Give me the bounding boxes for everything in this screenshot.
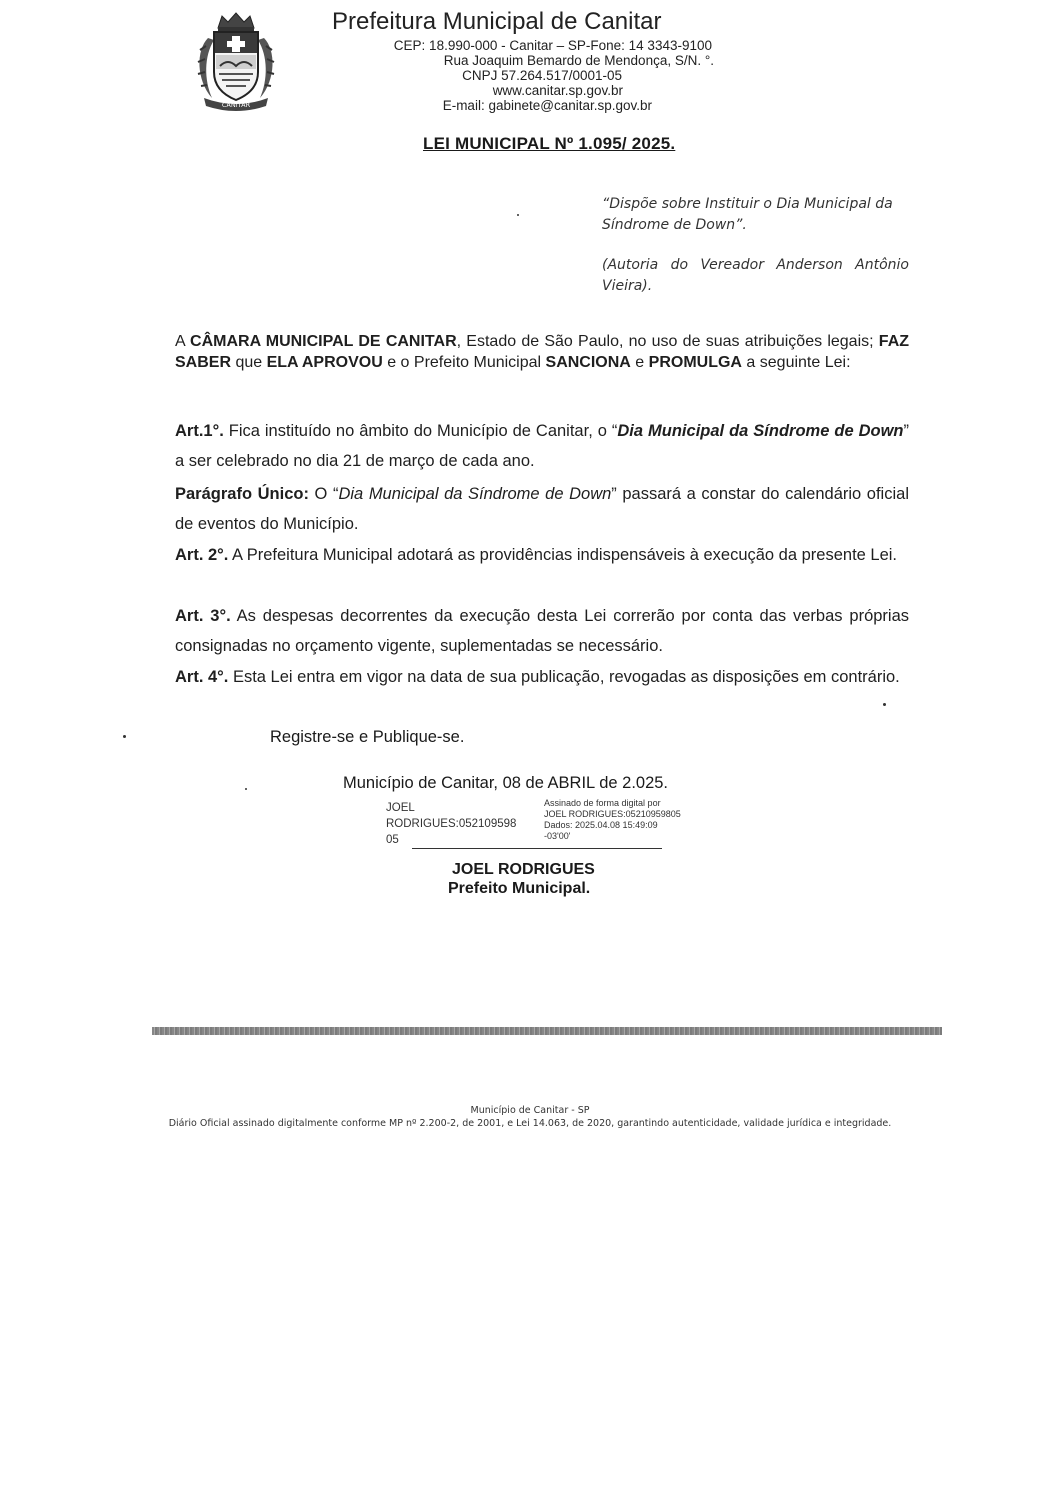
- scan-speck: [123, 735, 126, 738]
- sole-paragraph: Parágrafo Único: O “Dia Municipal da Síndrome de Down” passará a constar do calendário oficial de eventos do Município.: [175, 485, 909, 533]
- article-2-label: Art. 2°.: [175, 546, 229, 564]
- law-ementa: “Dispõe sobre Instituir o Dia Municipal da Síndrome de Down”.: [602, 196, 893, 233]
- article-1: Art.1°. Fica instituído no âmbito do Município de Canitar, o “Dia Municipal da Síndrome de Down” a ser celebrado no dia 21 de março de cada ano.: [175, 422, 909, 470]
- scan-speck: [245, 788, 247, 790]
- coat-of-arms-icon: [186, 10, 286, 114]
- article-1-label: Art.1°.: [175, 422, 224, 440]
- header-address: Rua Joaquim Bemardo de Mendonça, S/N. °.: [443, 53, 714, 68]
- signature-detail-line: JOEL RODRIGUES:05210959805: [544, 809, 681, 819]
- header-title: Prefeitura Municipal de Canitar: [332, 8, 662, 35]
- signature-name-line: RODRIGUES:052109598: [386, 818, 517, 830]
- header-website: www.canitar.sp.gov.br: [492, 83, 623, 98]
- law-authorship: (Autoria do Vereador Anderson Antônio Vieira).: [602, 257, 909, 294]
- bottom-rule: [152, 1027, 942, 1035]
- article-4: Art. 4°. Esta Lei entra em vigor na data de sua publicação, revogadas as disposições em contrário.: [175, 668, 900, 686]
- registre-line: Registre-se e Publique-se.: [270, 728, 465, 746]
- signature-detail-line: Assinado de forma digital por: [544, 798, 661, 808]
- signature-name-line: 05: [386, 834, 399, 846]
- article-4-label: Art. 4°.: [175, 668, 229, 686]
- scan-speck: [517, 214, 519, 216]
- signature-name-line: JOEL: [386, 802, 415, 814]
- intro-paragraph: A CÂMARA MUNICIPAL DE CANITAR, Estado de São Paulo, no uso de suas atribuições legais; FAZ SABER que ELA APROVOU e o Prefeito Municipal SANCIONA e PROMULGA a seguinte Lei:: [175, 333, 910, 371]
- footer-municipality: Município de Canitar - SP: [470, 1105, 590, 1116]
- dateline: Município de Canitar, 08 de ABRIL de 2.025.: [343, 774, 669, 792]
- header-cnpj: CNPJ 57.264.517/0001-05: [462, 68, 622, 83]
- article-3: Art. 3°. As despesas decorrentes da execução desta Lei correrão por conta das verbas próprias consignadas no orçamento vigente, suplementadas se necessário.: [175, 607, 910, 655]
- article-2: Art. 2°. A Prefeitura Municipal adotará as providências indispensáveis à execução da presente Lei.: [175, 546, 898, 564]
- signature-line: [412, 848, 662, 849]
- header-cep-phone: CEP: 18.990-000 - Canitar – SP-Fone: 14 3343-9100: [393, 38, 712, 53]
- crest-label: CANITAR: [221, 101, 251, 109]
- footer-legal-note: Diário Oficial assinado digitalmente conforme MP nº 2.200-2, de 2001, e Lei 14.063, de 2020, garantindo autenticidade, validade jurídica e integridade.: [168, 1118, 892, 1129]
- scan-speck: [883, 703, 886, 706]
- article-3-label: Art. 3°.: [175, 607, 231, 625]
- signer-role: Prefeito Municipal.: [448, 880, 591, 897]
- signature-detail-line: Dados: 2025.04.08 15:49:09: [544, 820, 658, 830]
- signer-name: JOEL RODRIGUES: [452, 861, 595, 878]
- law-title: LEI MUNICIPAL Nº 1.095/ 2025.: [423, 134, 676, 153]
- header-email: E-mail: gabinete@canitar.sp.gov.br: [442, 98, 652, 113]
- signature-detail-line: -03'00': [544, 831, 571, 841]
- sole-paragraph-label: Parágrafo Único:: [175, 485, 309, 503]
